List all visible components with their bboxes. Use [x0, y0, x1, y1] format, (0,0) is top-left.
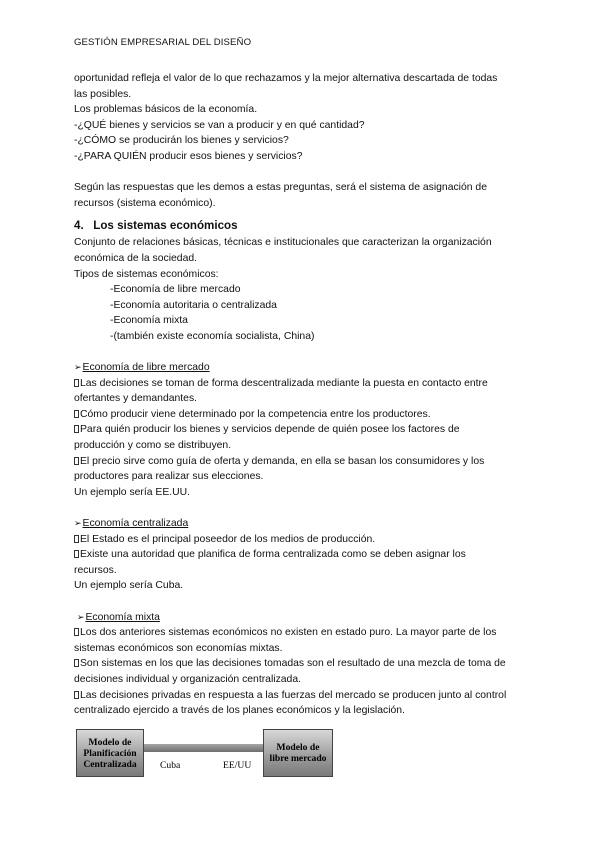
- centralizada-line: El Estado es el principal poseedor de los medios de producción.: [74, 532, 534, 548]
- libre-line: ofertantes y demandantes.: [74, 393, 198, 405]
- square-bullet-icon: [74, 691, 79, 699]
- subsection-title-libre: [74, 360, 534, 376]
- definition-line: Conjunto de relaciones básicas, técnicas e institucionales que caracterizan la organización: [74, 237, 492, 249]
- libre-line: Para quién producir los bienes y servicios depende de quién posee los factores de: [74, 422, 534, 438]
- answer-line: recursos (sistema económico).: [74, 197, 216, 209]
- page-header: GESTIÓN EMPRESARIAL DEL DISEÑO: [74, 37, 252, 48]
- mixta-line: centralizado ejercido a través de los planes económicos y la legislación.: [74, 705, 405, 717]
- intro-line: las posibles.: [74, 88, 132, 100]
- type-item: -Economía autoritaria o centralizada: [110, 299, 277, 311]
- type-item: -(también existe economía socialista, China): [110, 330, 315, 342]
- square-bullet-icon: [74, 379, 79, 387]
- square-bullet-icon: [74, 659, 79, 667]
- section-number: 4.: [74, 219, 84, 233]
- diagram-label-eeuu: EE/UU: [223, 760, 252, 771]
- definition-line: económica de la sociedad.: [74, 252, 198, 264]
- centralizada-line: recursos.: [74, 564, 117, 576]
- types-heading: Tipos de sistemas económicos:: [74, 268, 219, 280]
- libre-line: Cómo producir viene determinado por la competencia entre los productores.: [74, 407, 534, 423]
- arrow-bullet-icon: ➢: [76, 611, 85, 622]
- square-bullet-icon: [74, 628, 79, 636]
- intro-line: Los problemas básicos de la economía.: [74, 104, 258, 116]
- square-bullet-icon: [74, 535, 79, 543]
- section-title: [74, 217, 534, 235]
- libre-line: Las decisiones se toman de forma descentralizada mediante la puesta en contacto entre: [74, 376, 534, 392]
- arrow-bullet-icon: ➢: [74, 362, 82, 373]
- mixta-line: Las decisiones privadas en respuesta a las fuerzas del mercado se producen junto al control: [74, 688, 534, 704]
- type-item: -Economía mixta: [110, 315, 188, 327]
- libre-line: El precio sirve como guía de oferta y demanda, en ella se basan los consumidores y los: [74, 454, 534, 470]
- libre-line: productores para realizar sus elecciones.: [74, 471, 264, 483]
- square-bullet-icon: [74, 425, 79, 433]
- square-bullet-icon: [74, 410, 79, 418]
- square-bullet-icon: [74, 550, 79, 558]
- mixta-line: decisiones individual y organización centralizada.: [74, 673, 301, 685]
- document-body: [74, 71, 534, 719]
- libre-example: Un ejemplo sería EE.UU.: [74, 486, 191, 498]
- question-for-whom: -¿PARA QUIÉN producir esos bienes y servicios?: [74, 150, 303, 162]
- intro-line: oportunidad refleja el valor de lo que rechazamos y la mejor alternativa descartada de todas: [74, 73, 498, 84]
- section-title-text: Los sistemas económicos: [93, 219, 238, 233]
- diagram-box-planificacion: Modelo de Planificación Centralizada: [76, 729, 144, 777]
- mixta-line: Los dos anteriores sistemas económicos no existen en estado puro. La mayor parte de los: [74, 625, 534, 641]
- mixta-line: Son sistemas en los que las decisiones tomadas son el resultado de una mezcla de toma de: [74, 656, 534, 672]
- type-item: -Economía de libre mercado: [110, 284, 241, 296]
- answer-line: Según las respuestas que les demos a estas preguntas, será el sistema de asignación de: [74, 182, 487, 194]
- diagram-connector-bar: [144, 744, 263, 752]
- centralizada-example: Un ejemplo sería Cuba.: [74, 580, 184, 592]
- subsection-title-text: Economía mixta: [85, 611, 160, 623]
- centralizada-line: Existe una autoridad que planifica de forma centralizada como se deben asignar los: [74, 547, 534, 563]
- mixta-line: sistemas económicos son economías mixtas.: [74, 642, 283, 654]
- subsection-title-text: Economía centralizada: [82, 518, 189, 530]
- economic-models-diagram: [76, 729, 333, 777]
- diagram-label-cuba: Cuba: [160, 760, 181, 771]
- libre-line: producción y como se distribuyen.: [74, 440, 232, 452]
- subsection-title-mixta: [74, 610, 534, 626]
- question-how: -¿CÓMO se producirán los bienes y servicios?: [74, 135, 289, 147]
- arrow-bullet-icon: ➢: [74, 518, 82, 529]
- question-what: -¿QUÉ bienes y servicios se van a producir y en qué cantidad?: [74, 119, 365, 131]
- subsection-title-centralizada: [74, 516, 534, 532]
- subsection-title-text: Economía de libre mercado: [82, 362, 210, 374]
- diagram-box-libre-mercado: Modelo de libre mercado: [263, 729, 333, 777]
- square-bullet-icon: [74, 457, 79, 465]
